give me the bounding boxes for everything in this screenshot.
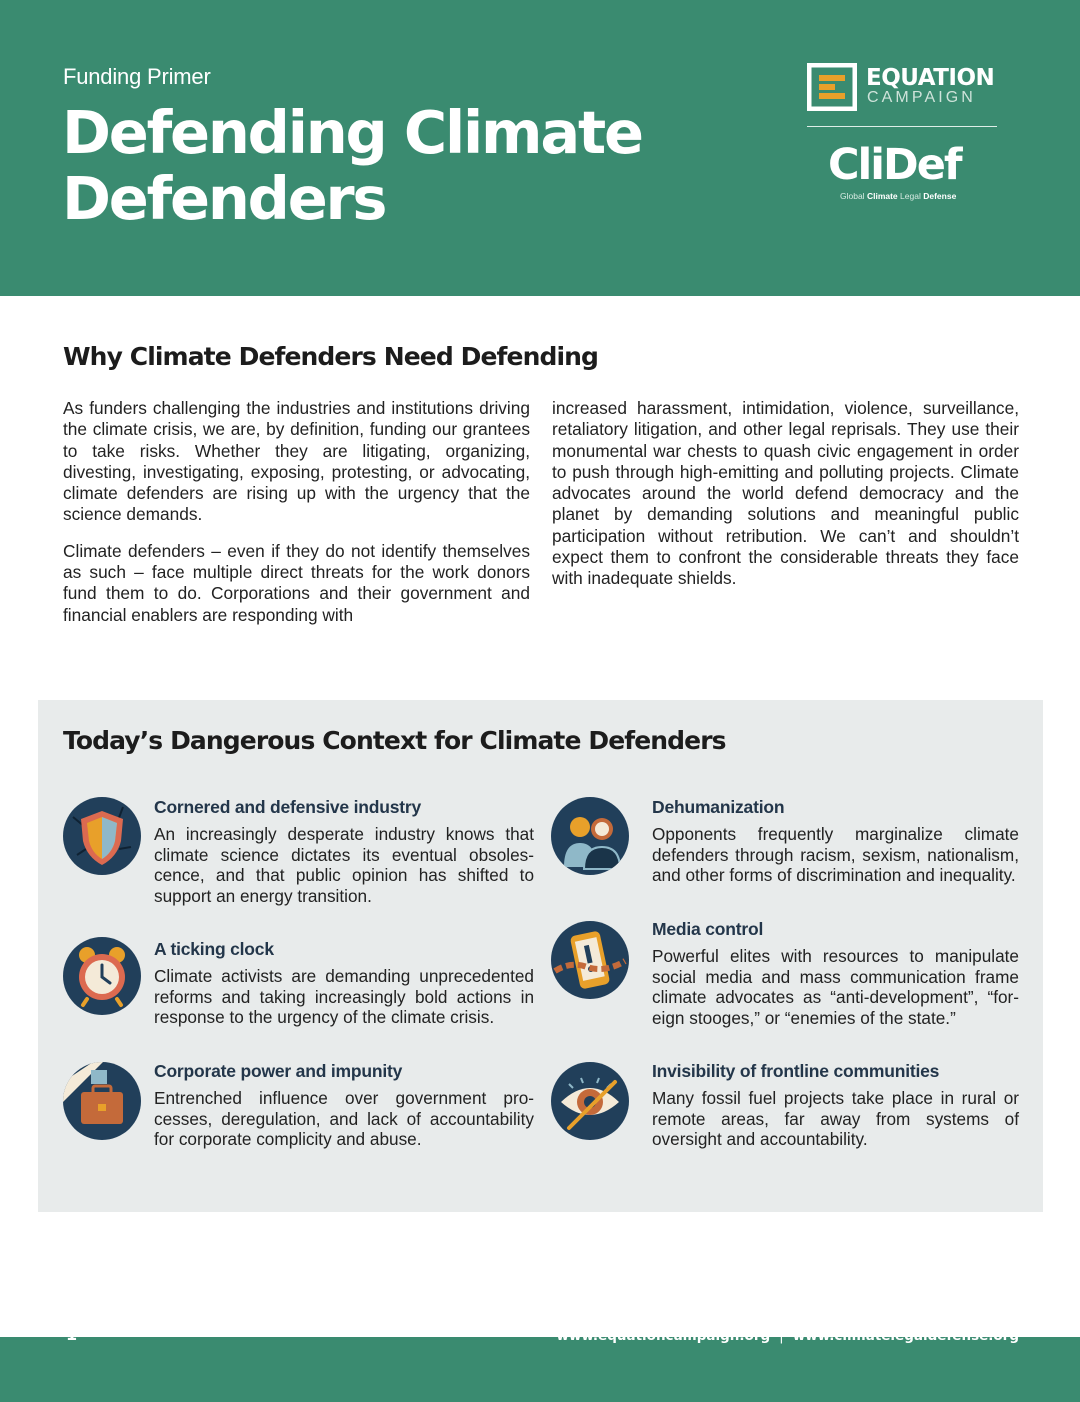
clidef-tagline bbox=[840, 191, 956, 201]
alarm-clock-icon bbox=[63, 937, 141, 1015]
item-text: Entrenched influence over government processes, deregulation, and lack of accountability for corporate complicity and abuse. bbox=[154, 1088, 534, 1149]
paragraph: Climate defenders – even if they do not identify themselves as such – face multiple direct threats for the work donors fund them to do. Corporations and their government and financial enablers are responding with bbox=[63, 540, 530, 625]
crossed-eye-icon bbox=[551, 1062, 629, 1140]
footer-separator: | bbox=[779, 1328, 784, 1344]
item-title: Corporate power and impunity bbox=[154, 1061, 403, 1081]
item-text: Climate activists are demanding unprecedented reforms and taking increasingly bold actions in response to the urgency of the climate crisis. bbox=[154, 966, 534, 1027]
footer-links bbox=[556, 1328, 1019, 1344]
section-heading-why: Why Climate Defenders Need Defending bbox=[63, 342, 599, 371]
body-column-left bbox=[63, 398, 530, 641]
context-item bbox=[652, 1061, 1019, 1150]
item-title: Dehumanization bbox=[652, 797, 785, 817]
item-text: Opponents frequently marginalize climate defenders through racism, sexism, nationalism, and other forms of discrimination and inequality. bbox=[652, 824, 1019, 885]
people-icon bbox=[551, 797, 629, 875]
briefcase-icon bbox=[63, 1062, 141, 1140]
title-line-1: Defending Climate bbox=[62, 98, 642, 167]
page-number: 1 bbox=[66, 1325, 78, 1344]
tagline-part: Global bbox=[840, 191, 865, 201]
context-item bbox=[652, 797, 1019, 886]
footer-bar bbox=[0, 1337, 1080, 1402]
item-title: Cornered and defensive industry bbox=[154, 797, 422, 817]
equation-campaign-logo bbox=[807, 63, 997, 111]
context-item bbox=[154, 797, 534, 906]
item-title: Invisibility of frontline communities bbox=[652, 1061, 940, 1081]
item-text: Many fossil fuel projects take place in rural or remote areas, far away from systems of oversight and accountability. bbox=[652, 1088, 1019, 1149]
context-item bbox=[154, 1061, 534, 1150]
item-title: Media control bbox=[652, 919, 764, 939]
equation-mark-icon bbox=[807, 63, 857, 111]
paragraph: As funders challenging the industries and institutions driving the climate crisis, we are, by definition, funding our grantees to take risks. Whether they are litigating, organizing, divesting, investigating, exposing, protesting, or advocating, climate defenders are rising up with the urgency that the science demands. bbox=[63, 398, 530, 525]
logo-word-campaign: CAMPAIGN bbox=[867, 89, 976, 106]
tagline-part: Defense bbox=[923, 191, 957, 201]
item-text: Powerful elites with resources to manipulate social media and mass communication frame climate advocates as “anti-development”, “foreign stooges,” or “enemies of the state.” bbox=[652, 946, 1019, 1028]
footer-link-equation[interactable]: www.equationcampaign.org bbox=[556, 1328, 771, 1344]
body-column-right bbox=[552, 398, 1019, 605]
context-item bbox=[652, 919, 1019, 1028]
clidef-logo bbox=[820, 140, 990, 204]
tagline-part: Legal bbox=[900, 191, 921, 201]
document-title bbox=[62, 100, 702, 232]
tagline-part: Climate bbox=[866, 191, 898, 201]
chained-phone-icon bbox=[551, 921, 629, 999]
item-title: A ticking clock bbox=[154, 939, 274, 959]
context-item bbox=[154, 939, 534, 1028]
section-heading-context: Today’s Dangerous Context for Climate Defenders bbox=[63, 726, 726, 755]
footer-link-climatelegaldefense[interactable]: www.climatelegaldefense.org bbox=[792, 1328, 1019, 1344]
title-line-2: Defenders bbox=[62, 164, 386, 233]
item-text: An increasingly desperate industry knows that climate science dictates its eventual obsolescence, and that public opinion has shifted to support an energy transition. bbox=[154, 824, 534, 906]
logo-divider bbox=[807, 126, 997, 127]
logo-word-equation: EQUATION bbox=[866, 65, 995, 91]
clidef-wordmark: CliDef bbox=[828, 140, 961, 190]
paragraph: increased harassment, intimidation, violence, surveillance, retaliatory litigation, and other legal reprisals. They use their monumental war chests to quash civic engagement in order to push through high-emitting and polluting projects. Climate advocates around the world defend democracy and the planet by demanding solutions and meaningful public participation without retribution. We can’t and shouldn’t expect them to confront the considerable threats they face with inadequate shields. bbox=[552, 398, 1019, 589]
shield-icon bbox=[63, 797, 141, 875]
document-kicker: Funding Primer bbox=[63, 64, 211, 89]
